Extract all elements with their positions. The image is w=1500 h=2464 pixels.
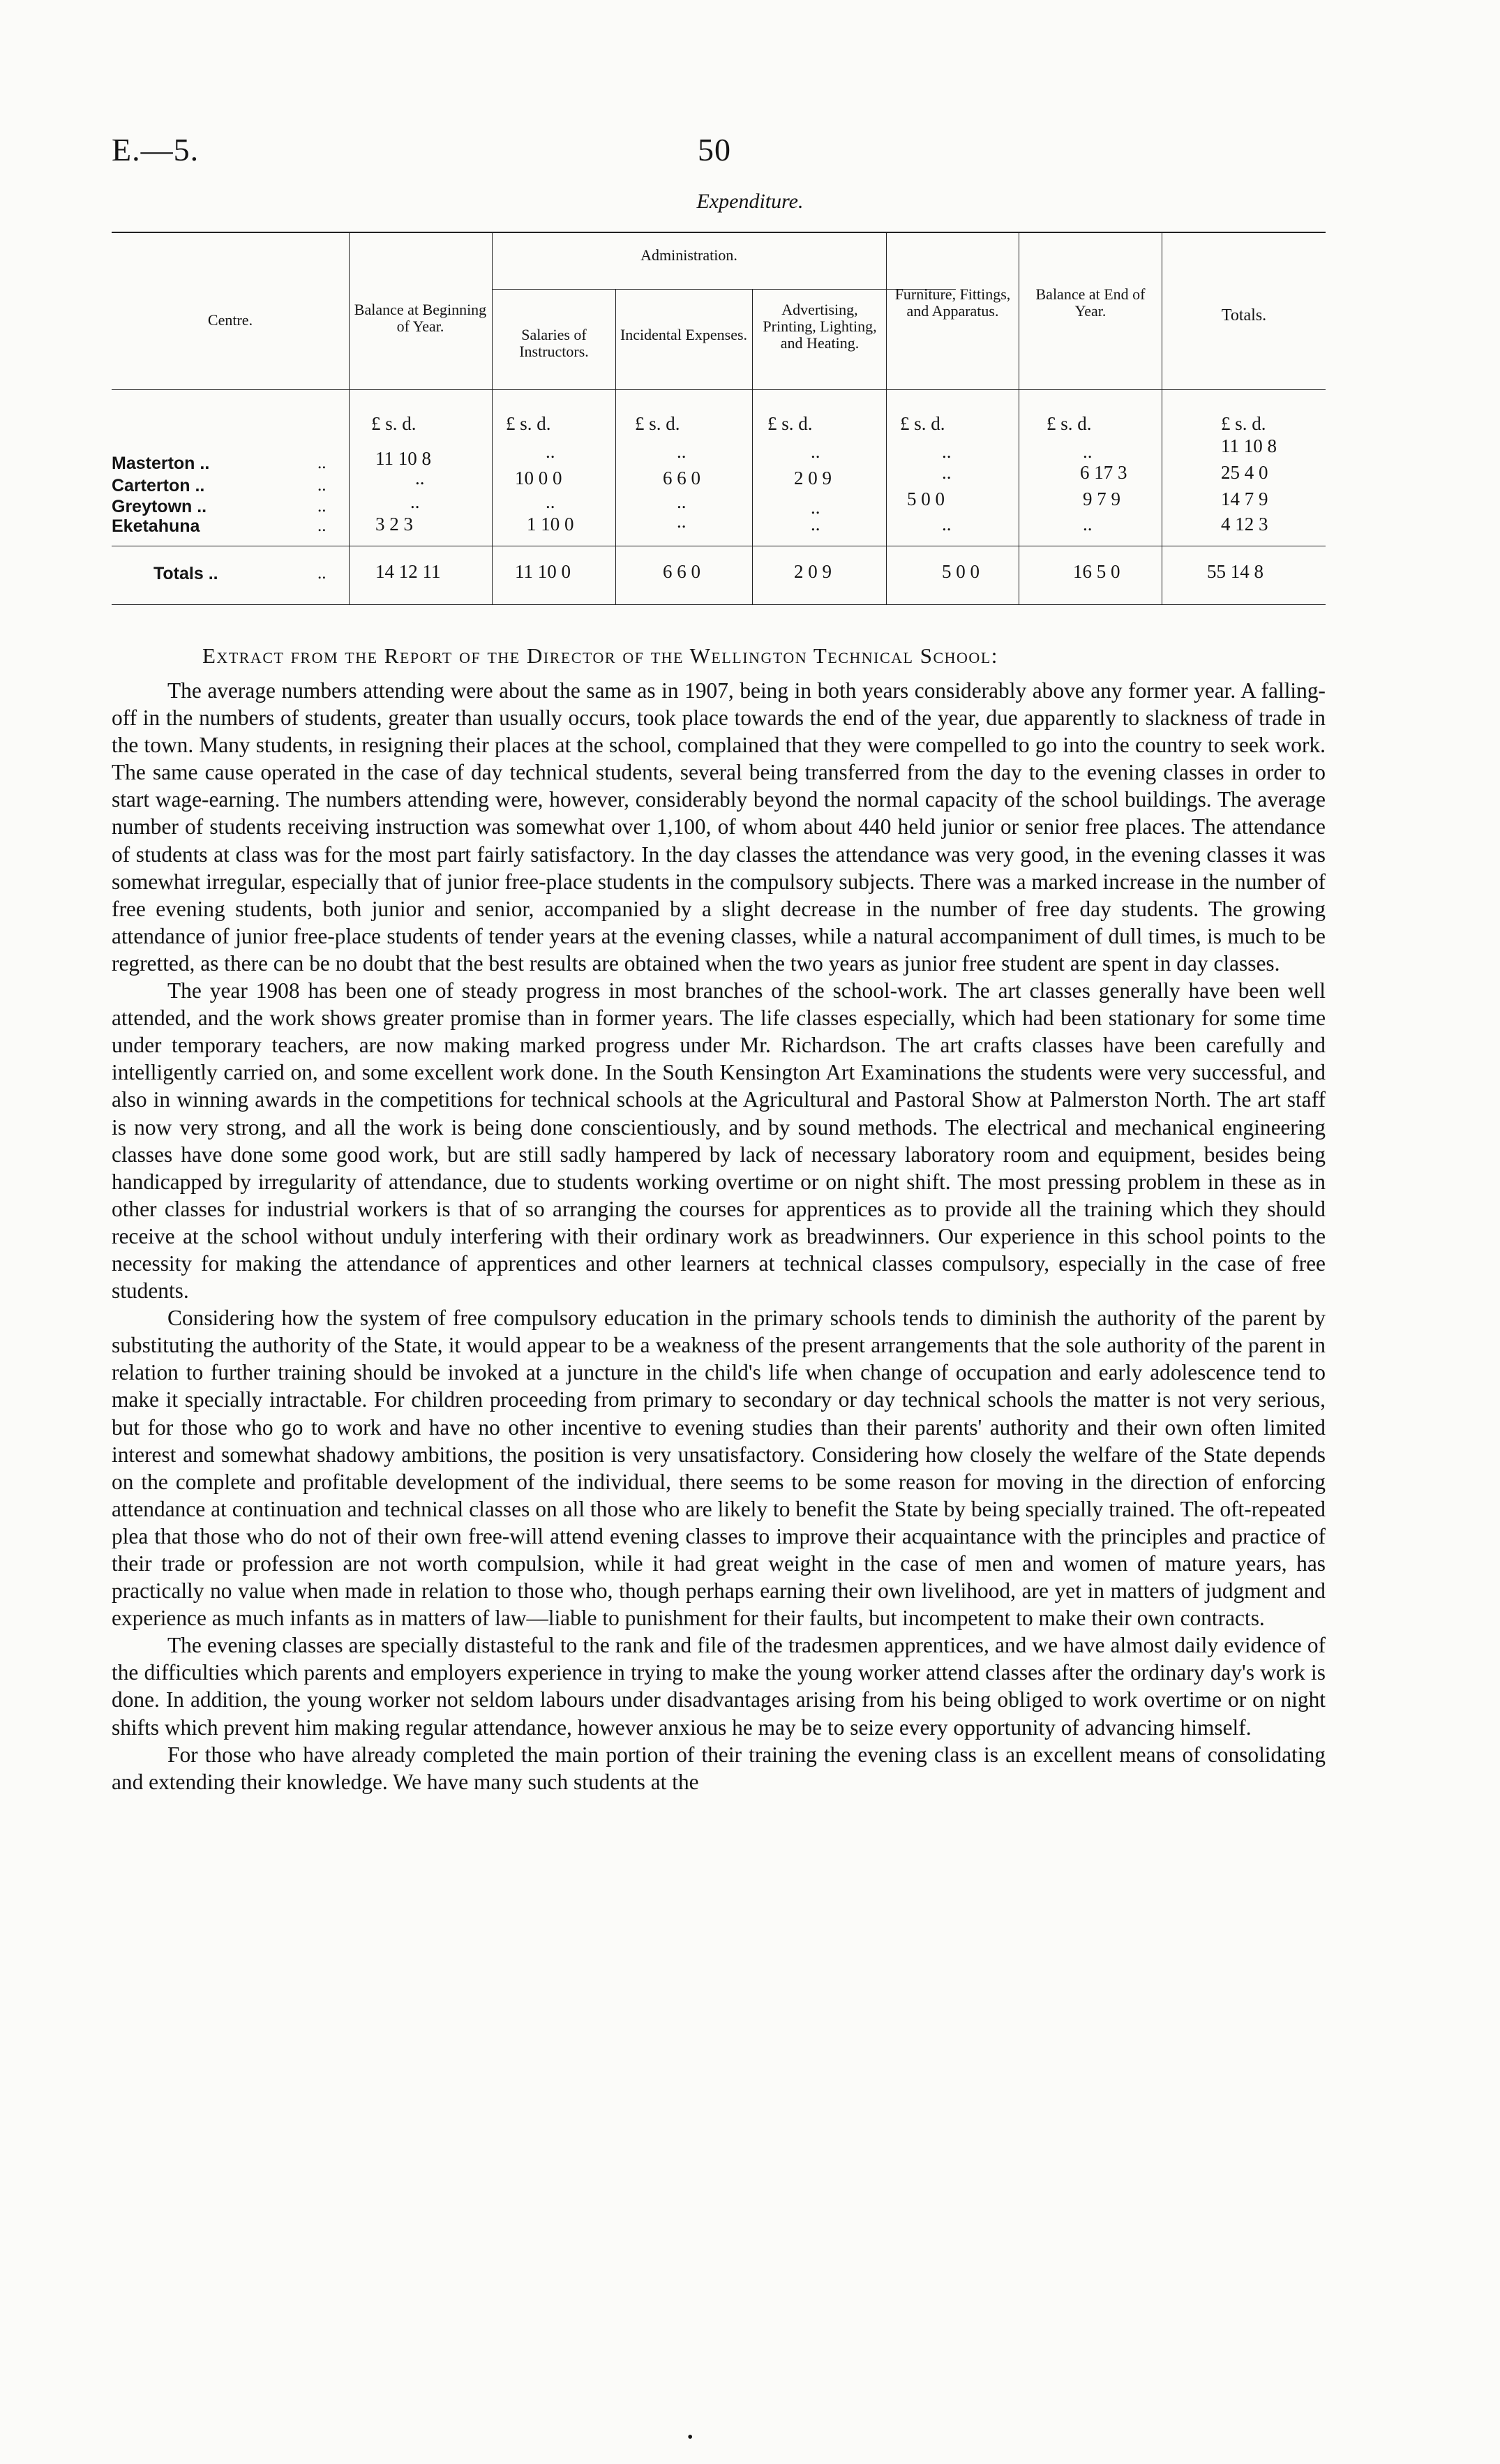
table-title: Expenditure. — [696, 190, 804, 213]
paragraph: For those who have already completed the main portion of their training the evening class is an excellent means of consolidating and extending their knowledge. We have many such students at the — [112, 1742, 1326, 1794]
paragraph: The average numbers attending were about the same as in 1907, being in both years considerably above any former year. A falling-off in the numbers of students, greater than usually occurs, took place towards the end of the year, due apparently to slackness of trade in the town. Many students, in resigning their places at the school, complained that they were compelled to go into the country to seek work. The same cause operated in the case of day technical students, several being transferred from the day to the evening classes in order to start wage-earning. The numbers attending were, however, considerably beyond the normal capacity of the school buildings. The average number of students receiving instruction was somewhat over 1,100, of whom about 440 held junior or senior free places. The attendance of students at class was for the most part fairly satisfactory. In the day classes the attendance was very good, in the evening classes it was somewhat irregular, especially that of junior free-place students in the compulsory subjects. There was a marked increase in the number of free evening students, both junior and senior, accompanied by a slight decrease in the number of free day students. The growing attendance of junior free-place students of tender years at the evening classes, while a natural accompaniment of dull times, is much to be regretted, as there can be no doubt that the best results are obtained when the two years as junior free student are spent in day classes. — [112, 678, 1326, 976]
paragraph: The evening classes are specially distasteful to the rank and file of the tradesmen apprentices, and we have almost daily evidence of the difficulties which parents and employers experience in trying to make the young worker attend classes after the ordinary day's work is done. In addition, the young worker not seldom labours under disadvantages arising from his being obliged to work overtime or on night shifts which prevent him making regular attendance, however anxious he may be to seize every opportunity of advancing himself. — [112, 1633, 1326, 1740]
paragraph: The year 1908 has been one of steady progress in most branches of the school-work. The art classes generally have been well attended, and the work shows greater promise than in former years. The life classes especially, which had been stationary for some time under temporary teachers, are now making marked progress under Mr. Richardson. The art crafts classes have been carefully and intelligently carried on, and some excellent work done. In the South Kensington Art Examinations the students were very successful, and also in winning awards in the competitions for technical schools at the Agricultural and Pastoral Show at Palmerston North. The art staff is now very strong, and all the work is being done conscientiously, and by sound methods. The electrical and mechanical engineering classes have done some good work, but are still sadly hampered by lack of necessary laboratory room and equipment, besides being handicapped by irregularity of attendance, due to students working overtime or on night shift. The most pressing problem in these as in other classes for industrial workers is that of so arranging the courses for apprentices as to provide all the training which they should receive at the school without unduly interfering with their ordinary work as breadwinners. Our experience in this school points to the necessity for making the attendance of apprentices and other learners at technical classes compulsory, especially in the case of free students. — [112, 978, 1326, 1304]
leader-dots: .. — [317, 454, 327, 472]
cell-advertising: .. — [811, 441, 820, 462]
cell-balance-end: .. — [1083, 441, 1093, 462]
expenditure-table — [112, 232, 1326, 608]
leader-dots: .. — [317, 564, 327, 583]
col-rule — [349, 232, 350, 604]
table-top-rule — [112, 232, 1326, 233]
cell-salaries: 10 0 0 — [515, 468, 562, 488]
grand-total: 55 14 8 — [1207, 561, 1263, 582]
header-incidental: Incidental Expenses. — [620, 326, 748, 343]
cell-balance-begin: 3 2 3 — [375, 514, 413, 535]
cell-incidental: .. — [677, 511, 687, 532]
unit-label: £ s. d. — [1047, 413, 1092, 434]
total-furniture: 5 0 0 — [942, 561, 980, 582]
cell-furniture: 5 0 0 — [907, 488, 945, 509]
cell-advertising: 2 0 9 — [794, 468, 832, 488]
cell-incidental: .. — [677, 491, 687, 512]
footer-mark: • — [687, 2428, 693, 2447]
cell-balance-begin: .. — [410, 491, 420, 512]
cell-salaries: 1 10 0 — [527, 514, 574, 535]
table-bottom-rule — [112, 604, 1326, 605]
cell-balance-end: 9 7 9 — [1083, 488, 1120, 509]
leader-dots: .. — [317, 516, 327, 535]
unit-label: £ s. d. — [635, 413, 680, 434]
cell-total: 14 7 9 — [1221, 488, 1268, 509]
row-centre: Masterton .. — [112, 454, 210, 473]
cell-furniture: .. — [942, 441, 952, 462]
leader-dots: .. — [317, 497, 327, 516]
cell-balance-end: 6 17 3 — [1080, 462, 1127, 483]
col-rule — [492, 232, 493, 604]
cell-furniture: .. — [942, 462, 952, 483]
paragraph: Considering how the system of free compulsory education in the primary schools tends to diminish the authority of the parent by substituting the authority of the State, it would appear to be a weakness of the present arrangements that the sole authority of the parent in relation to further training should be invoked at a juncture in the child's life when change of occupation and early adolescence tend to make it specially intractable. For children proceeding from primary to secondary or day technical schools the matter is not very serious, but for those who go to work and have no other incentive to evening studies than their parents' authority and their own often limited interest and somewhat shadowy ambitions, the position is very unsatisfactory. Considering how closely the welfare of the State depends on the complete and profitable development of the individual, there seems to be some reason for moving in the direction of enforcing attendance at continuation and technical classes on all those who are likely to benefit the State by being specially trained. The oft-repeated plea that those who do not of their own free-will attend evening classes to improve their acquaintance with the principles and practice of their trade or profession are not worth compulsion, while it had great weight in the case of men and women of mature years, has practically no value when made in relation to those who, though perhaps earning their own livelihood, are yet in matters of judgment and experience as much infants as in matters of law—liable to punishment for their faults, but incompetent to make their own contracts. — [112, 1306, 1326, 1631]
leader-dots: .. — [317, 476, 327, 495]
cell-advertising: .. — [811, 497, 820, 518]
header-balance-begin: Balance at Beginning of Year. — [354, 301, 487, 335]
unit-label: £ s. d. — [1221, 413, 1266, 434]
unit-label: £ s. d. — [506, 413, 551, 434]
row-centre: Greytown .. — [112, 497, 207, 516]
header-furniture: Furniture, Fittings, and Apparatus. — [894, 285, 1011, 320]
row-centre: Eketahuna — [112, 516, 200, 536]
extract-heading: Extract from the Report of the Director of the Wellington Technical School: — [202, 643, 998, 668]
header-salaries: Salaries of Instructors. — [519, 326, 589, 360]
cell-salaries: .. — [546, 441, 555, 462]
total-balance-end: 16 5 0 — [1073, 561, 1120, 582]
total-advertising: 2 0 9 — [794, 561, 832, 582]
cell-total: 25 4 0 — [1221, 462, 1268, 483]
header-balance-end: Balance at End of Year. — [1035, 285, 1146, 320]
header-bottom-rule — [112, 389, 1326, 390]
totals-label: Totals .. — [153, 564, 218, 583]
header-centre: Centre. — [207, 311, 253, 329]
header-advertising: Advertising, Printing, Lighting, and Heating. — [763, 301, 877, 352]
col-rule — [615, 289, 616, 604]
cell-incidental: 6 6 0 — [663, 468, 700, 488]
total-incidental: 6 6 0 — [663, 561, 700, 582]
cell-balance-begin: 11 10 8 — [375, 448, 431, 469]
unit-label: £ s. d. — [371, 413, 417, 434]
header-administration: Administration. — [640, 246, 737, 264]
report-reference: E.—5. — [112, 132, 200, 167]
report-body — [112, 677, 1326, 1795]
header-totals: Totals. — [1221, 306, 1267, 324]
cell-furniture: .. — [942, 514, 952, 535]
col-rule — [752, 289, 753, 604]
cell-total: 4 12 3 — [1221, 514, 1268, 535]
total-balance-begin: 14 12 11 — [375, 561, 441, 582]
total-salaries: 11 10 0 — [515, 561, 571, 582]
page-number: 50 — [698, 132, 731, 167]
cell-advertising: .. — [811, 514, 820, 535]
cell-incidental: .. — [677, 441, 687, 462]
unit-label: £ s. d. — [900, 413, 945, 434]
unit-label: £ s. d. — [767, 413, 813, 434]
cell-total: 11 10 8 — [1221, 435, 1277, 456]
cell-balance-begin: .. — [415, 468, 425, 488]
cell-salaries: .. — [546, 491, 555, 512]
cell-balance-end: .. — [1083, 514, 1093, 535]
row-centre: Carterton .. — [112, 476, 205, 495]
col-rule — [886, 232, 887, 604]
